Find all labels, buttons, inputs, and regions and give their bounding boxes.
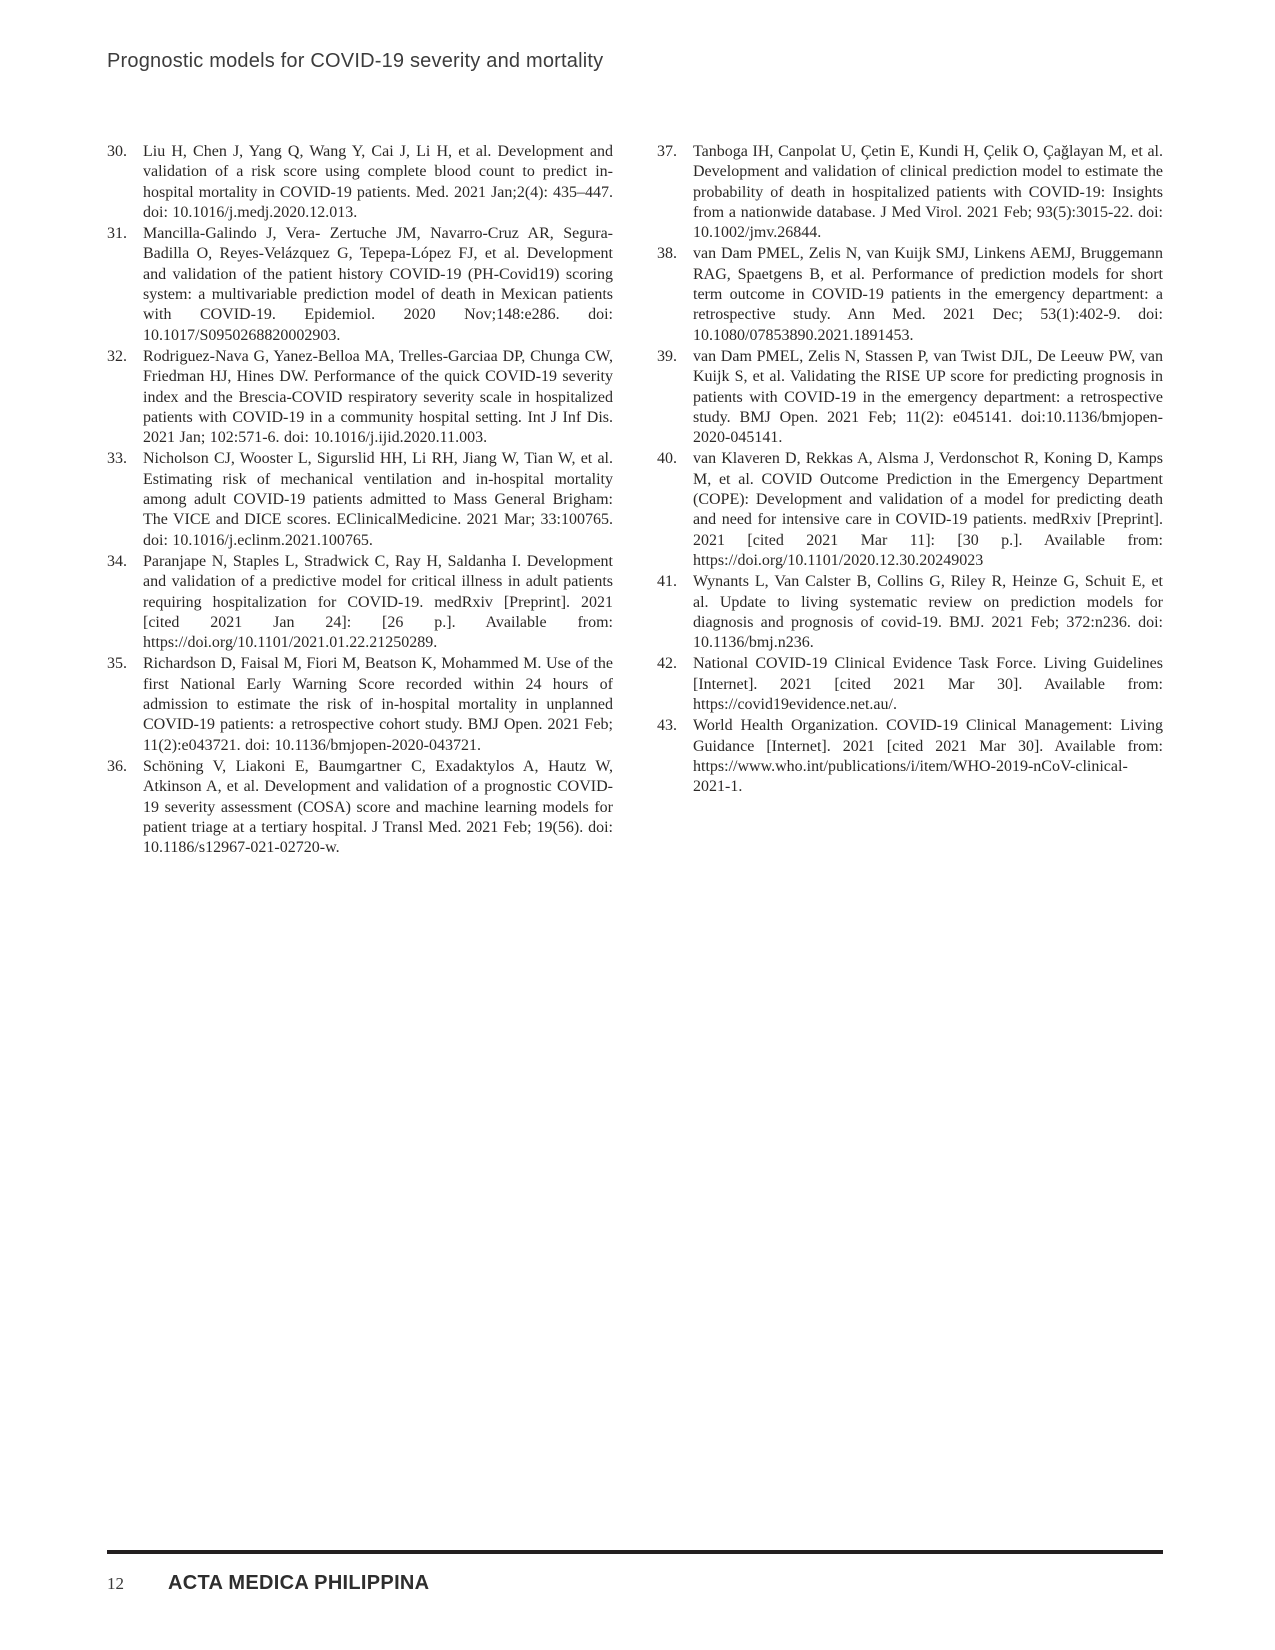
reference-item [657,716,1163,797]
reference-text: Liu H, Chen J, Yang Q, Wang Y, Cai J, Li H, et al. Development and validation of a risk score using complete blood count to predict in-hospital mortality in COVID-19 patients. Med. 2021 Jan;2(4): 435–447. doi: 10.1016/j.medj.2020.12.013. [143,143,613,221]
reference-number: 32. [107,347,127,365]
reference-number: 36. [107,757,127,775]
reference-item [107,552,613,653]
reference-number: 42. [657,655,677,673]
reference-item [657,654,1163,715]
reference-number: 40. [657,450,677,468]
reference-item [107,224,613,346]
reference-item [657,572,1163,653]
references-left-column [107,142,613,859]
footer-divider-rule [107,1550,1163,1554]
reference-item [657,142,1163,243]
reference-item [107,142,613,223]
reference-item [657,449,1163,571]
reference-number: 41. [657,573,677,591]
reference-text: Richardson D, Faisal M, Fiori M, Beatson K, Mohammed M. Use of the first National Early Warning Score recorded within 24 hours of admission to estimate the risk of in-hospital mortality in unplanned COVID-19 patients: a retrospective cohort study. BMJ Open. 2021 Feb; 11(2):e043721. doi: 10.1136/bmjopen-2020-043721. [143,655,613,754]
reference-text: van Dam PMEL, Zelis N, Stassen P, van Twist DJL, De Leeuw PW, van Kuijk S, et al. Validating the RISE UP score for predicting prognosis in patients with COVID-19 in the emergency department: a retrospective study. BMJ Open. 2021 Feb; 11(2): e045141. doi:10.1136/bmjopen-2020-045141. [693,347,1163,447]
reference-item [107,757,613,858]
reference-text: Rodriguez-Nava G, Yanez-Belloa MA, Trelles-Garciaa DP, Chunga CW, Friedman HJ, Hines DW. Performance of the quick COVID-19 severity index and the Brescia-COVID respiratory severity scale in hospitalized patients with COVID-19 in a community hospital setting. Int J Inf Dis. 2021 Jan; 102:571-6. doi: 10.1016/j.ijid.2020.11.003. [143,347,613,447]
reference-number: 37. [657,143,677,160]
reference-text: World Health Organization. COVID-19 Clinical Management: Living Guidance [Internet]. 2021 [cited 2021 Mar 30]. Available from: https://www.who.int/publications/i/item/WHO-2019-nCoV-clinical-2021-1. [693,717,1163,796]
reference-number: 33. [107,450,127,468]
reference-text: van Dam PMEL, Zelis N, van Kuijk SMJ, Linkens AEMJ, Bruggemann RAG, Spaetgens B, et al. Performance of prediction models for short term outcome in COVID-19 patients in the emergency department: a retrospective study. Ann Med. 2021 Dec; 53(1):402-9. doi: 10.1080/07853890.2021.1891453. [693,245,1163,344]
reference-item [107,347,613,448]
reference-text: Nicholson CJ, Wooster L, Sigurslid HH, Li RH, Jiang W, Tian W, et al. Estimating risk of mechanical ventilation and in-hospital mortality among adult COVID-19 patients admitted to Mass General Brigham: The VICE and DICE scores. EClinicalMedicine. 2021 Mar; 33:100765. doi: 10.1016/j.eclinm.2021.100765. [143,450,613,549]
reference-text: Tanboga IH, Canpolat U, Çetin E, Kundi H, Çelik O, Çağlayan M, et al. Development and validation of clinical prediction model to estimate the probability of death in hospitalized patients with COVID-19: Insights from a nationwide database. J Med Virol. 2021 Feb; 93(5):3015-22. doi: 10.1002/jmv.26844. [693,143,1163,242]
reference-text: Wynants L, Van Calster B, Collins G, Riley R, Heinze G, Schuit E, et al. Update to living systematic review on prediction models for diagnosis and prognosis of covid-19. BMJ. 2021 Feb; 372:n236. doi: 10.1136/bmj.n236. [693,573,1163,652]
page-number: 12 [107,1574,124,1593]
reference-number: 43. [657,717,677,735]
reference-number: 34. [107,552,127,570]
references-right-column [657,142,1163,799]
reference-number: 38. [657,245,677,263]
reference-item [107,449,613,550]
reference-number: 31. [107,225,127,243]
reference-text: Mancilla-Galindo J, Vera- Zertuche JM, Navarro-Cruz AR, Segura-Badilla O, Reyes-Velázquez G, Tepepa-López FJ, et al. Development and validation of the patient history COVID-19 (PH-Covid19) scoring system: a multivariable prediction model of death in Mexican patients with COVID-19. Epidemiol. 2020 Nov;148:e286. doi: 10.1017/S0950268820002903. [143,225,613,344]
reference-item [657,347,1163,448]
reference-text: van Klaveren D, Rekkas A, Alsma J, Verdonschot R, Koning D, Kamps M, et al. COVID Outcome Prediction in the Emergency Department (COPE): Development and validation of a model for predicting death and need for intensive care in COVID-19 patients. medRxiv [Preprint]. 2021 [cited 2021 Mar 11]: [30 p.]. Available from: https://doi.org/10.1101/2020.12.30.20249023 [693,450,1163,569]
reference-text: National COVID-19 Clinical Evidence Task Force. Living Guidelines [Internet]. 2021 [cited 2021 Mar 30]. Available from: https://covid19evidence.net.au/. [693,655,1163,714]
journal-name: ACTA MEDICA PHILIPPINA [168,1572,430,1594]
reference-item [657,244,1163,345]
reference-number: 39. [657,347,677,365]
reference-text: Paranjape N, Staples L, Stradwick C, Ray H, Saldanha I. Development and validation of a predictive model for critical illness in adult patients requiring hospitalization for COVID-19. medRxiv [Preprint]. 2021 [cited 2021 Jan 24]: [26 p.]. Available from: https://doi.org/10.1101/2021.01.22.21250289. [143,552,613,652]
reference-number: 30. [107,143,127,160]
page-footer [107,1572,429,1595]
reference-text: Schöning V, Liakoni E, Baumgartner C, Exadaktylos A, Hautz W, Atkinson A, et al. Development and validation of a prognostic COVID-19 severity assessment (COSA) score and machine learning models for patient triage at a tertiary hospital. J Transl Med. 2021 Feb; 19(56). doi: 10.1186/s12967-021-02720-w. [143,757,613,857]
reference-item [107,654,613,755]
running-head-title: Prognostic models for COVID-19 severity and mortality [107,50,604,72]
reference-number: 35. [107,655,127,673]
